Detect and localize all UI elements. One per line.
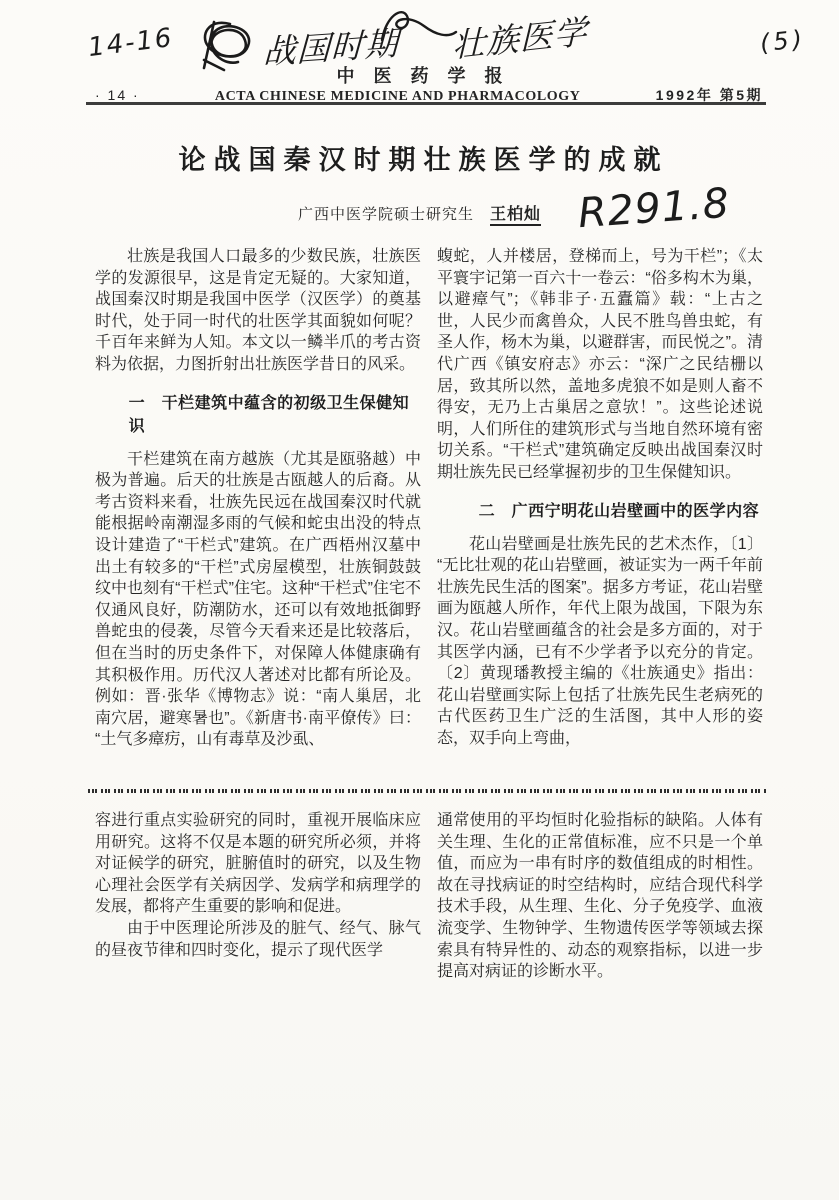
handwritten-topic-warring-states: 战国时期 (262, 23, 400, 72)
paragraph-ganlan: 干栏建筑在南方越族（尤其是瓯骆越）中极为普遍。后天的壮族是古瓯越人的后裔。从考古资料来看，壮族先民远在战国秦汉时代就能根据岭南潮湿多雨的气候和蛇虫出没的特点设计建造了“干栏式”建筑。在广西梧州汉墓中出土有较多的“干栏”式房屋模型，壮族铜鼓鼓纹中也刻有“干栏式”住宅。这种“干栏式”住宅不仅通风良好，防潮防水，还可以有效地抵御野兽蛇虫的侵袭，尽管今天看来还是比较落后，但在当时的历史条件下，对保障人体健康确有其积极作用。历代汉人著述对比都有所论及。例如：晋·张华《博物志》说：“南人巢居，北南穴居，避寒暑也”。《新唐书·南平僚传》曰：“土气多瘴疠，山有毒草及沙虱、 (95, 450, 421, 749)
handwritten-topic-zhuang-medicine: 壮族医学 (452, 11, 588, 66)
paragraph-intro: 壮族是我国人口最多的少数民族，壮族医学的发源很早，这是肯定无疑的。大家知道，战国秦汉时期是我国中医学（汉医学）的奠基时代，处于同一时代的壮医学其面貌如何呢？千百年来鲜为人知。本文以一鳞半爪的考古资料为依据，力图折射出壮族医学昔日的风采。 (95, 248, 421, 373)
article-title: 论战国秦汉时期壮族医学的成就 (178, 145, 669, 175)
journal-title-cn: 中医药学报 (336, 66, 522, 86)
footer-left-column (95, 810, 421, 983)
section-divider-ornament (88, 789, 766, 793)
author-name: 王柏灿 (490, 206, 541, 226)
paragraph-huashan: 花山岩壁画是壮族先民的艺术杰作，〔1〕“无比壮观的花山岩壁画，被证实为一两千年前壮族先民生活的图案”。据多方考证，花山岩壁画为瓯越人所作，年代上限为战国，下限为东汉。花山岩壁画蕴含的社会是多方面的，对于其医学内涵，已有不少学者予以充分的肯定。〔2〕黄现璠教授主编的《壮族通史》指出：花山岩壁画实际上包括了壮族先民生老病死的古代医药卫生广泛的生活图，其中人形的姿态，双手向上弯曲， (437, 535, 763, 747)
handwritten-page-range: 14-16 (86, 22, 176, 64)
author-affiliation: 广西中医学院硕士研究生 (297, 206, 474, 223)
handwritten-flourish (378, 2, 460, 46)
footer-paragraph-2: 由于中医理论所涉及的脏气、经气、脉气的昼夜节律和四时变化，提示了现代医学 (95, 919, 421, 959)
paragraph-ganlan-continued: 蝮蛇，人并楼居，登梯而上，号为干栏”；《太平寰宇记第一百六十一卷云：“俗多构木为巢，以避瘴气”；《韩非子·五蠹篇》载：“上古之世，人民少而禽兽众，人民不胜鸟兽虫蛇，有圣人作，杨木为巢，以避群害，而民悦之”。清代广西《镇安府志》亦云：“深广之民结栅以居，致其所以然，盖地多虎狼不如是则人畜不得安，无乃上古巢居之意欤！”。这些论述说明，人们所住的建筑形式与当地自然环境有密切关系。“干栏式”建筑确定反映出战国秦汉时期壮族先民已经掌握初步的卫生保健知识。 (437, 248, 763, 481)
footer-paragraph-3: 通常使用的平均恒时化验指标的缺陷。人体有关生理、生化的正常值标准，应不只是一个单值，而应为一串有时序的数值组成的时相性。故在寻找病证的时空结构时，应结合现代科学技术手段，从生理、生化、分子免疫学、血液流变学、生物钟学、生物遗传医学等领域去探索具有特异性的、动态的观察指标，以进一步提高对病证的诊断水平。 (437, 812, 763, 981)
issue-info: 1992年 第5期 (655, 87, 763, 103)
section-heading-1: 一 干栏建筑中蕴含的初级卫生保健知识 (128, 394, 410, 435)
right-column (437, 246, 763, 751)
handwritten-sheet-number: (5) (758, 24, 808, 58)
page-number: · 14 · (95, 87, 140, 103)
journal-title-en: ACTA CHINESE MEDICINE AND PHARMACOLOGY (214, 89, 581, 104)
footer-right-column (437, 810, 763, 983)
handwritten-classification-code: R291.8 (576, 178, 732, 238)
previous-article-continuation (95, 810, 763, 983)
header-rule (86, 102, 766, 105)
left-column (95, 246, 421, 751)
article-body (95, 246, 763, 751)
footer-paragraph-1: 容进行重点实验研究的同时，重视开展临床应用研究。这将不仅是本题的研究所必须，并将对证候学的研究，脏腑值时的研究，以及生物心理社会医学有关病因学、发病学和病理学的发展，都将产生重要的影响和促进。 (95, 812, 421, 916)
section-heading-2: 二 广西宁明花山岩壁画中的医学内容 (478, 502, 760, 520)
